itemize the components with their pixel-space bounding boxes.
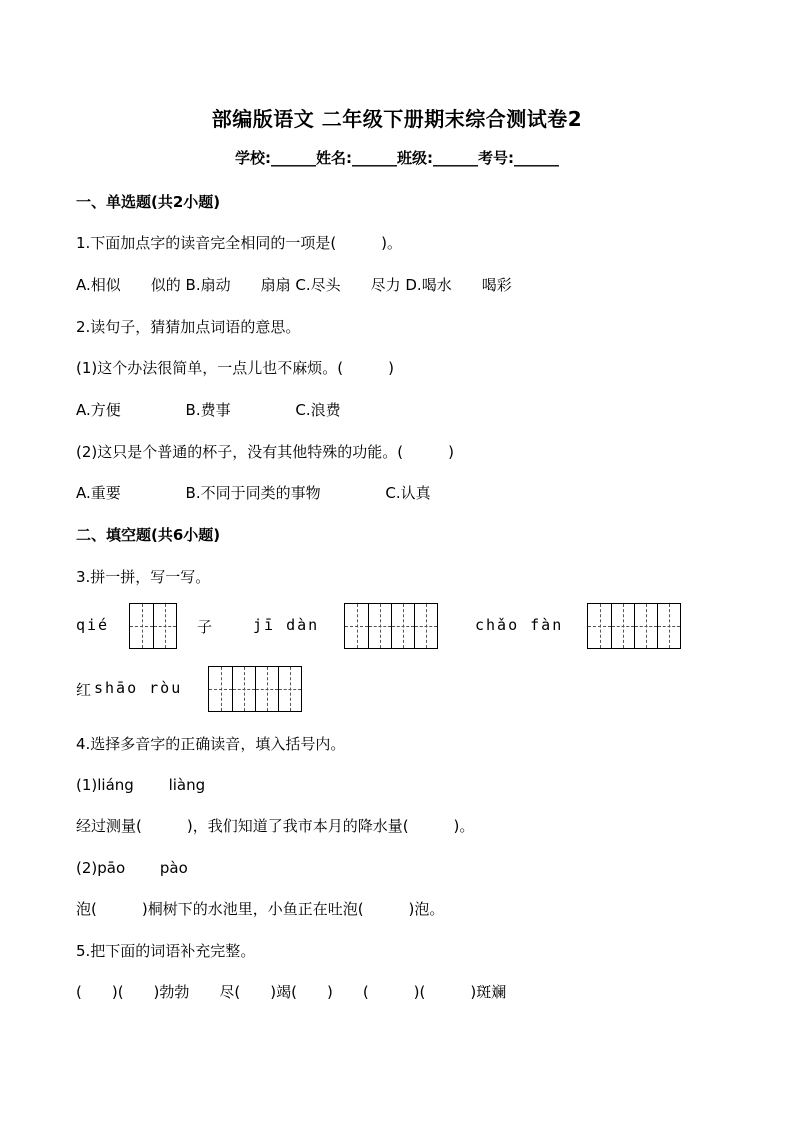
q5-stem: 5.把下面的词语补充完整。	[76, 942, 256, 960]
pinyin-shaorou: shāo ròu	[94, 679, 183, 697]
writing-box-jidan[interactable]	[344, 603, 438, 649]
pinyin-chaofan: chǎo fàn	[475, 616, 564, 634]
section-1-heading: 一、单选题(共2小题)	[76, 193, 221, 211]
writing-box-qie[interactable]	[129, 603, 177, 649]
q3-stem: 3.拼一拼，写一写。	[76, 568, 211, 586]
q4-stem: 4.选择多音字的正确读音，填入括号内。	[76, 735, 346, 753]
q2-sub2-options: A.重要 B.不同于同类的事物 C.认真	[76, 484, 431, 502]
section-2-heading: 二、填空题(共6小题)	[76, 526, 221, 544]
word-prefix-hong: 红	[76, 681, 92, 699]
q2-sub1-options: A.方便 B.费事 C.浪费	[76, 401, 341, 419]
q2-sub2: (2)这只是个普通的杯子，没有其他特殊的功能。( )	[76, 443, 454, 461]
writing-grid-row-2	[0, 666, 794, 712]
word-suffix-zi: 子	[197, 618, 213, 636]
writing-grid-row-1	[0, 603, 794, 649]
q5-line: ( )( )勃勃 尽( )竭( ) ( )( )斑斓	[76, 983, 507, 1001]
q4-sub2-pinyin: (2)pāo pào	[76, 859, 188, 877]
pinyin-jidan: jī dàn	[253, 616, 320, 634]
q4-sub1-pinyin: (1)liáng liàng	[76, 776, 206, 794]
writing-box-chaofan[interactable]	[587, 603, 681, 649]
q4-sub1-text: 经过测量( )，我们知道了我市本月的降水量( )。	[76, 817, 475, 835]
q2-stem: 2.读句子，猜猜加点词语的意思。	[76, 318, 301, 336]
q1-stem: 1.下面加点字的读音完全相同的一项是( )。	[76, 234, 403, 252]
q2-sub1: (1)这个办法很简单，一点儿也不麻烦。( )	[76, 359, 394, 377]
writing-box-shaorou[interactable]	[208, 666, 302, 712]
page-title: 部编版语文 二年级下册期末综合测试卷2	[211, 107, 583, 131]
pinyin-qie: qié	[76, 616, 110, 634]
q1-options: A.相似 似的 B.扇动 扇扇 C.尽头 尽力 D.喝水 喝彩	[76, 276, 512, 294]
q4-sub2-text: 泡( )桐树下的水池里，小鱼正在吐泡( )泡。	[76, 900, 445, 918]
student-info-line: 学校:______姓名:______班级:______考号:______	[235, 149, 559, 167]
